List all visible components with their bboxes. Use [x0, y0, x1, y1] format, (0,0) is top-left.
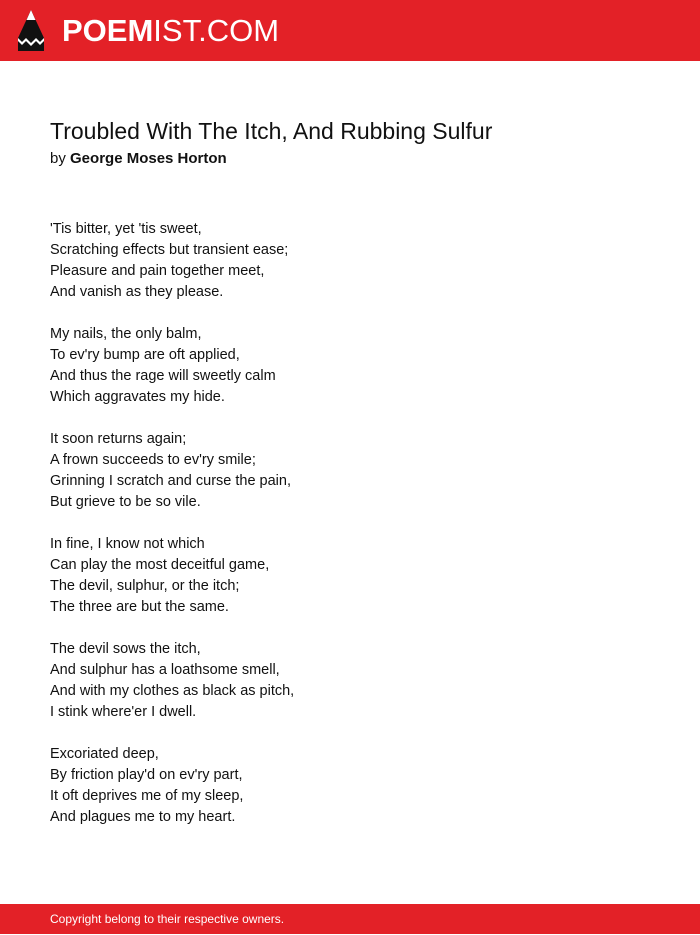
site-logo[interactable]: [62, 12, 279, 50]
site-footer: [0, 904, 700, 934]
stanza: [50, 744, 650, 828]
poem-line: My nails, the only balm,: [50, 326, 202, 342]
pencil-tip-icon: [18, 10, 44, 51]
author-name: George Moses Horton: [70, 150, 227, 167]
poem-title: Troubled With The Itch, And Rubbing Sulfur: [50, 118, 493, 144]
poem-line: In fine, I know not which: [50, 536, 205, 552]
poem-line: And plagues me to my heart.: [50, 809, 236, 825]
poem-line: Which aggravates my hide.: [50, 389, 225, 405]
stanza: [50, 324, 650, 408]
copyright-text: Copyright belong to their respective owners.: [50, 912, 285, 926]
site-header: [0, 0, 700, 61]
by-label: by: [50, 150, 66, 167]
poem-line: Grinning I scratch and curse the pain,: [50, 473, 291, 489]
poem-line: The three are but the same.: [50, 599, 229, 615]
poem-line: Scratching effects but transient ease;: [50, 242, 289, 258]
poem-line: By friction play'd on ev'ry part,: [50, 767, 243, 783]
poem-line: I stink where'er I dwell.: [50, 704, 197, 720]
poem-line: Excoriated deep,: [50, 746, 159, 762]
poem-line: And sulphur has a loathsome smell,: [50, 662, 280, 678]
poem-line: Pleasure and pain together meet,: [50, 263, 265, 279]
byline: [50, 149, 227, 169]
poem-line: A frown succeeds to ev'ry smile;: [50, 452, 256, 468]
poem-line: The devil, sulphur, or the itch;: [50, 578, 240, 594]
poem-line: And vanish as they please.: [50, 284, 224, 300]
stanza: [50, 639, 650, 723]
poem-line: But grieve to be so vile.: [50, 494, 201, 510]
stanza: [50, 429, 650, 513]
poem-line: And thus the rage will sweetly calm: [50, 368, 276, 384]
stanza: [50, 219, 650, 303]
poem-line: 'Tis bitter, yet 'tis sweet,: [50, 221, 202, 237]
logo-light-text: IST.COM: [153, 13, 280, 48]
poem-body: [50, 219, 650, 849]
poem-line: And with my clothes as black as pitch,: [50, 683, 295, 699]
poem-line: To ev'ry bump are oft applied,: [50, 347, 240, 363]
poem-line: The devil sows the itch,: [50, 641, 201, 657]
poem-line: It soon returns again;: [50, 431, 187, 447]
logo-bold-text: POEM: [62, 13, 154, 48]
poem-line: It oft deprives me of my sleep,: [50, 788, 244, 804]
stanza: [50, 534, 650, 618]
poem-line: Can play the most deceitful game,: [50, 557, 270, 573]
